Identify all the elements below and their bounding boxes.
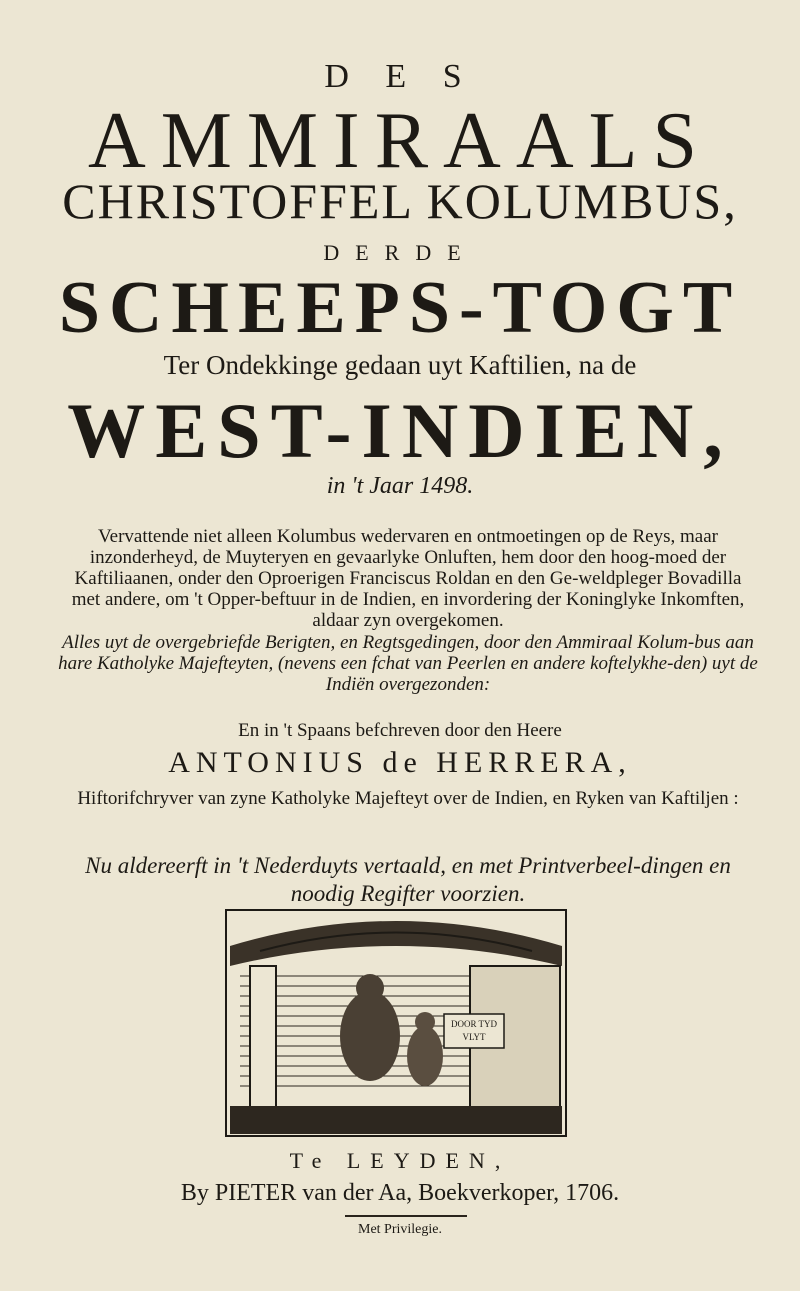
title-christoffel-kolumbus: CHRISTOFFEL KOLUMBUS, — [62, 173, 738, 229]
title-scheeps-togt: SCHEEPS-TOGT — [58, 267, 742, 349]
imprint-privilege: Met Privilegie. — [358, 1222, 442, 1237]
imprint-publisher: By PIETER van der Aa, Boekverkoper, 1706. — [180, 1180, 620, 1206]
title-ammiraals: AMMIRAALS — [88, 97, 712, 185]
title-west-indien: WEST-INDIEN, — [67, 387, 733, 474]
title-ondekkinge: Ter Ondekkinge gedaan uyt Kaftilien, na de — [163, 350, 637, 380]
sign-text-1: DOOR TYD — [450, 1019, 498, 1029]
translation-note: Nu aldereerft in 't Nederduyts vertaald, en met Printverbeel-dingen en noodig Regifter voorzien. — [85, 853, 731, 906]
spanish-author-intro: En in 't Spaans befchreven door den Heere — [238, 720, 562, 741]
title-des: D E S — [324, 58, 476, 95]
author-title-paragraph: Hiftorifchryver van zyne Katholyke Majefteyt over de Indien, en Ryken van Kaftiljen : — [77, 788, 739, 809]
printers-vignette — [220, 906, 572, 1140]
sign-text-2: VLYT — [462, 1032, 486, 1042]
imprint-rule — [345, 1215, 467, 1217]
title-year: in 't Jaar 1498. — [326, 473, 474, 499]
title-derde: DERDE — [323, 240, 477, 265]
imprint-city: Te LEYDEN, — [289, 1148, 511, 1173]
author-name: ANTONIUS de HERRERA, — [168, 746, 632, 779]
description-paragraph: Vervattende niet alleen Kolumbus wedervaren en ontmoetingen op de Reys, maar inzonderheyd, de Muyteryen en gevaarlyke Onluften, hem door den hoog-moed der Kaftiliaanen, onder den Oproerigen Franciscus Roldan en den Ge-weldpleger Bovadilla met andere, om 't Opper-beftuur in de Indien, en invordering der Koninglyke Inkomften, aldaar zyn overgekomen. — [71, 526, 745, 631]
sources-paragraph: Alles uyt de overgebriefde Berigten, en Regtsgedingen, door den Ammiraal Kolum-bus aan hare Katholyke Majefteyten, (nevens een fchat van Peerlen en andere koftelykhe-den) uyt de Indiën overgezonden: — [58, 632, 758, 695]
